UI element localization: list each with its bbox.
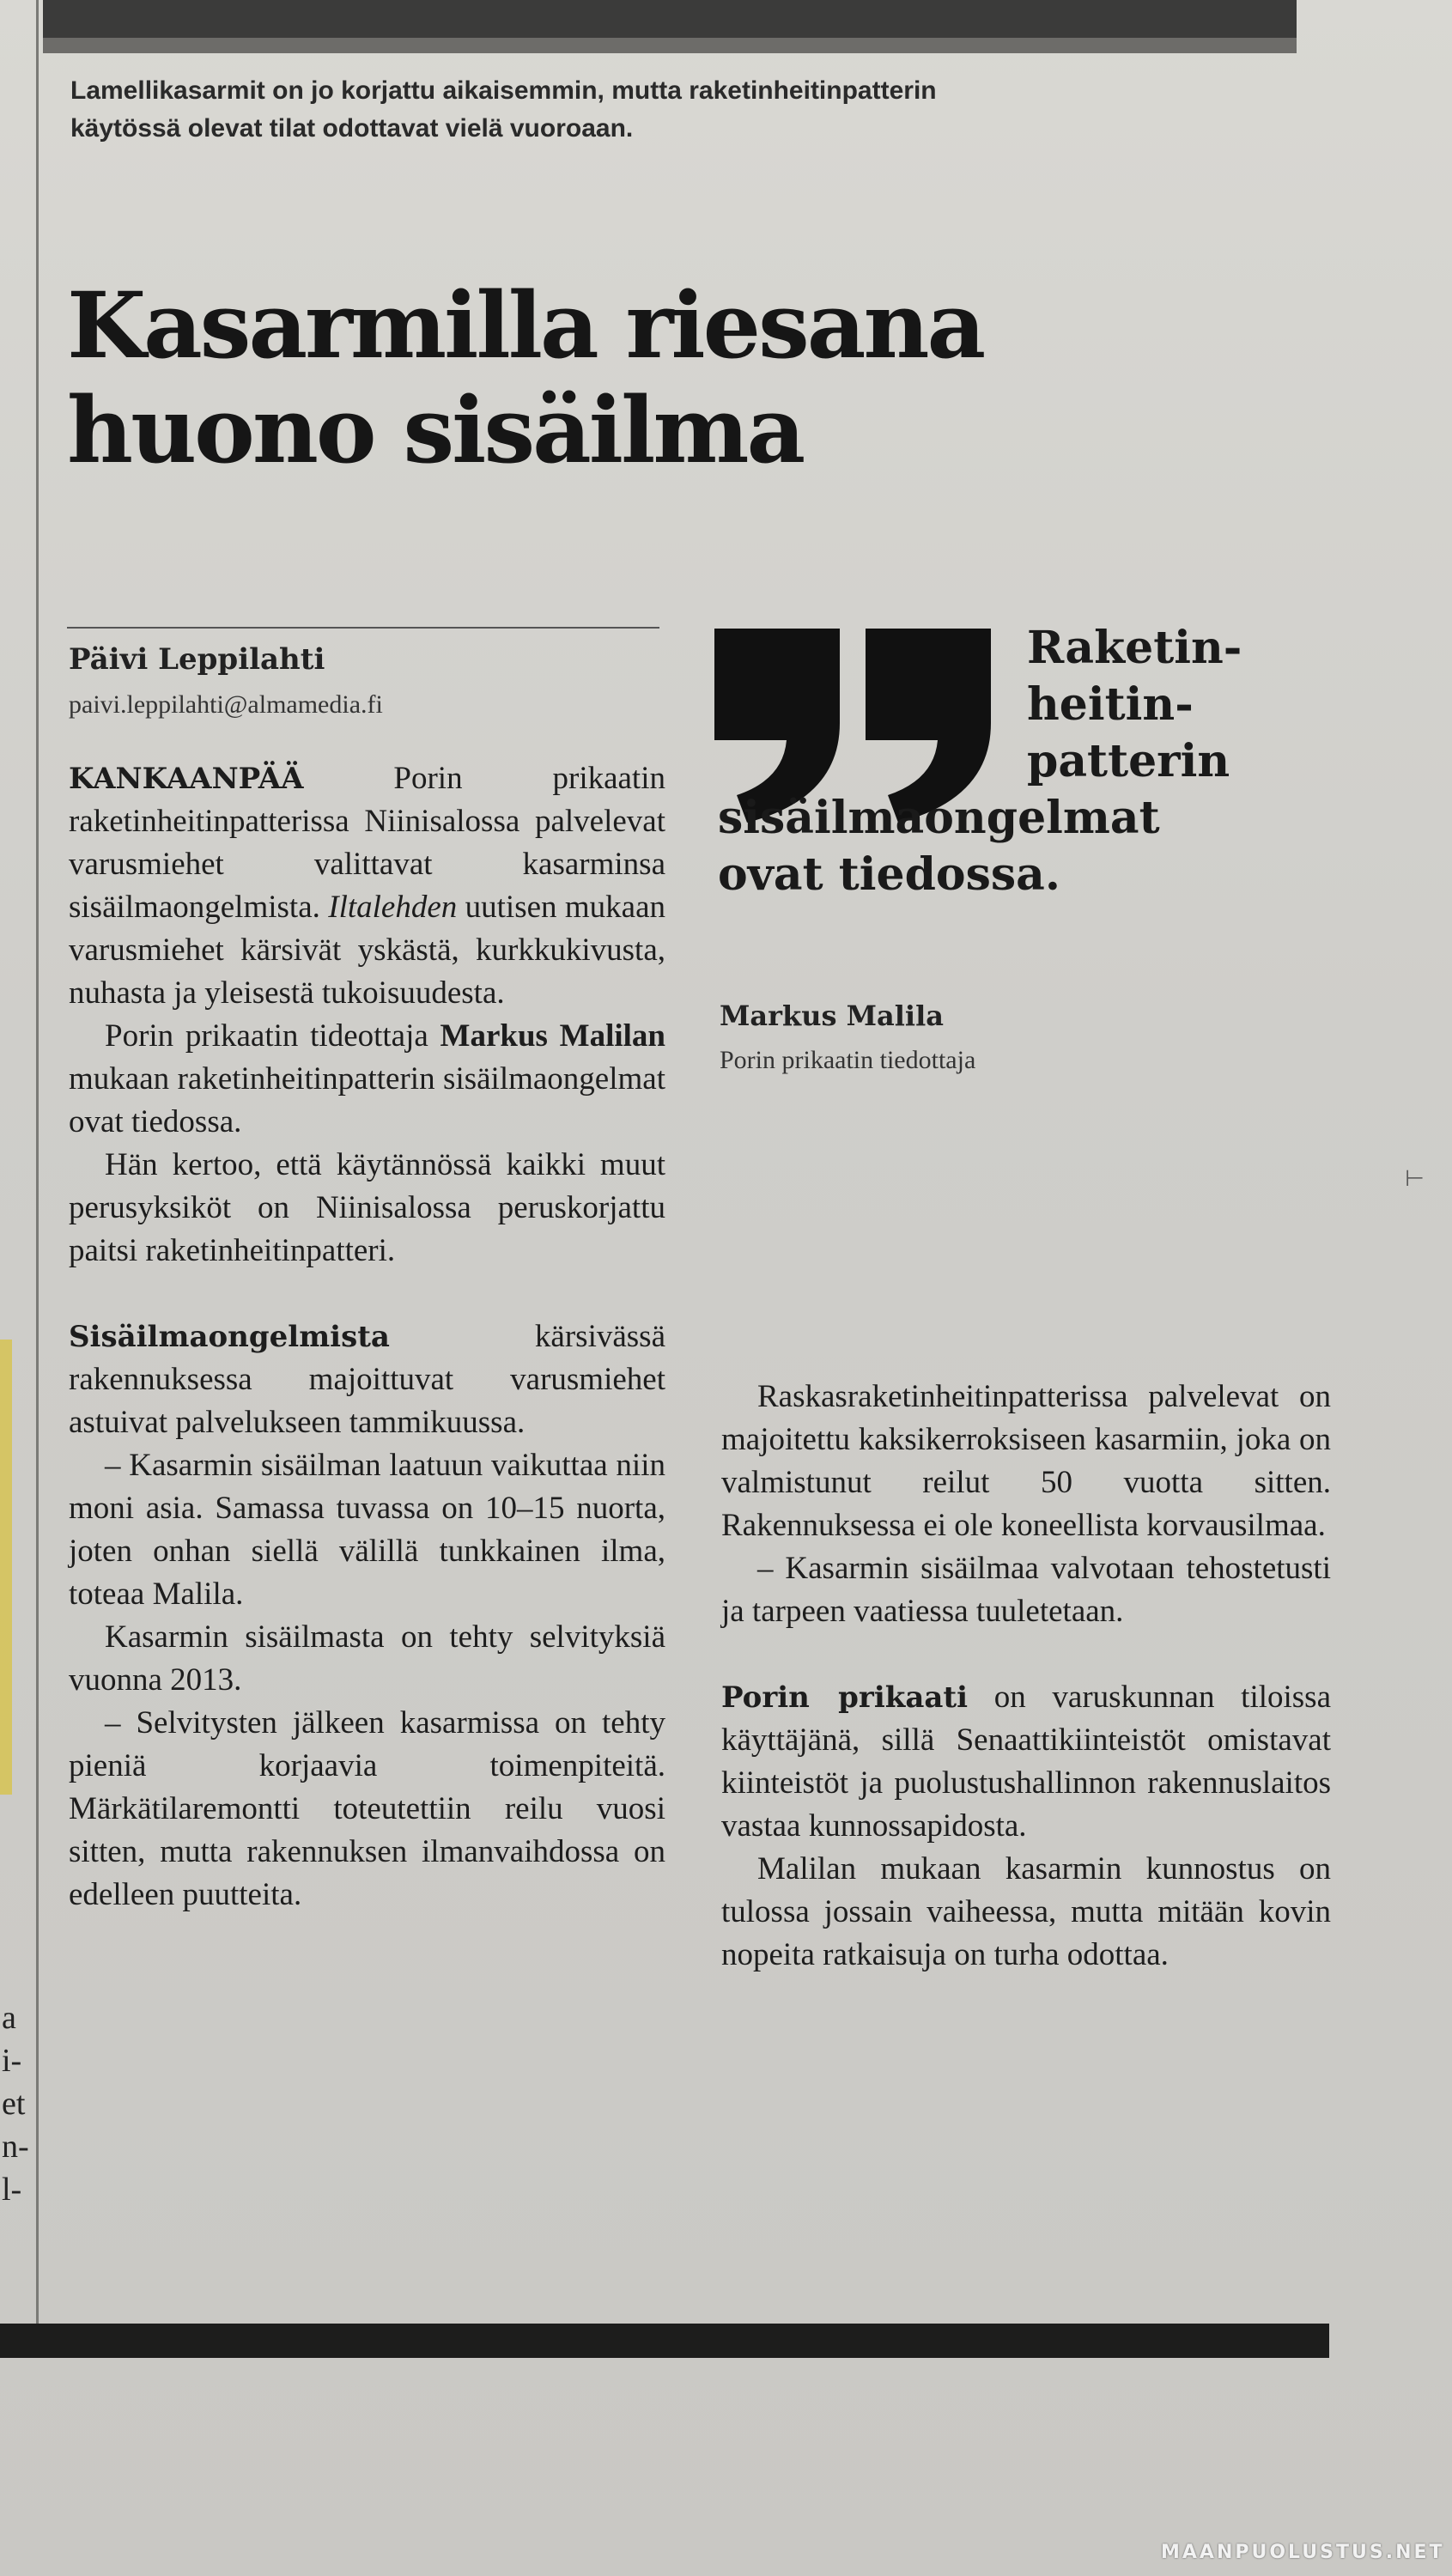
section-gap [69,1273,665,1315]
adjacent-column-fragment: l- [2,2172,22,2208]
paragraph: Hän kertoo, että käytännössä kaikki muut perusyksiköt on Niinisalossa peruskorjattu paitsi raketinheitinpatteri. [69,1147,665,1268]
adjacent-page-edge [0,1340,12,1795]
print-mark: ⊢ [1405,1166,1425,1192]
pull-quote-line-3: patterin [1027,735,1230,787]
paragraph [721,1676,1331,1848]
section-gap [721,1633,1331,1676]
paragraph: – Kasarmin sisäilmaa valvotaan tehostetusti ja tarpeen vaatiessa tuuletetaan. [721,1551,1331,1629]
pull-quote-author: Markus Malila [720,999,944,1032]
paragraph: Raskasraketinheitinpatterissa palvelevat on majoitettu kaksikerroksiseen kasarmiin, joka on valmistunut reilut 50 vuotta sitten. Rakennuksessa ei ole koneellista korvausilmaa. [721,1379,1331,1543]
column-gutter-line [36,0,39,2353]
pull-quote-role: Porin prikaatin tiedottaja [720,1046,976,1074]
pull-quote-line-2: heitin- [1027,678,1194,731]
photo-strip [43,0,1297,53]
paragraph-text: kärsivässä rakennuksessa majoittuvat varusmiehet astuivat palvelukseen tammikuussa. [69,1319,665,1440]
photo-caption [70,72,1273,148]
subheading: Porin prikaati [721,1680,969,1715]
page-bottom-rule [0,2324,1329,2358]
adjacent-column-fragment: i- [2,2043,22,2079]
paragraph-text: uutisen mukaan varusmiehet kärsivät yskästä, kurkkukivusta, nuhasta ja yleisestä tukoisuudesta. [69,890,666,1011]
author-name: Päivi Leppilahti [69,642,325,677]
adjacent-column-fragment: n- [2,2129,29,2165]
pull-quote-line-4: sisäilmaongelmat [718,792,1160,844]
adjacent-column-fragment: et [2,2086,26,2122]
caption-line-1: Lamellikasarmit on jo korjattu aikaisemmin, mutta raketinheitinpatterin [70,76,937,105]
paragraph: – Selvitysten jälkeen kasarmissa on tehty pieniä korjaavia toimenpiteitä. Märkätilaremontti toteutettiin reilu vuosi sitten, mutta rakennuksen ilmanvaihdossa on edelleen puutteita. [69,1705,665,1912]
byline-rule [67,627,659,629]
paragraph-text: Porin prikaatin raketinheitinpatterissa Niinisalossa palvelevat varusmiehet valittavat kasarminsa sisäilmaongelmista. [69,761,665,925]
headline-line-2: huono sisäilma [67,376,804,483]
paragraph: – Kasarmin sisäilman laatuun vaikuttaa niin moni asia. Samassa tuvassa on 10–15 nuorta, joten onhan siellä välillä tunkkainen ilma, toteaa Malila. [69,1448,665,1612]
paragraph [69,1315,665,1444]
dateline: KANKAANPÄÄ [69,762,304,796]
paragraph-text: mukaan raketinheitinpatterin sisäilmaongelmat ovat tiedossa. [69,1061,665,1139]
watermark: MAANPUOLUSTUS.NET [1161,2542,1445,2563]
paragraph-text: on varuskunnan tiloissa käyttäjänä, sillä Senaattikiinteistöt omistavat kiinteistöt ja puolustushallinnon rakennuslaitos vastaa kunnossapidosta. [721,1680,1332,1844]
author-email: paivi.leppilahti@almamedia.fi [69,690,383,719]
paragraph: Kasarmin sisäilmasta on tehty selvityksiä vuonna 2013. [69,1619,665,1698]
subheading: Sisäilmaongelmista [69,1320,390,1354]
pull-quote [718,620,1319,903]
pull-quote-line-5: ovat tiedossa. [718,848,1060,901]
paragraph-text: Porin prikaatin tideottaja [105,1018,440,1054]
caption-line-2: käytössä olevat tilat odottavat vielä vuoroaan. [70,114,634,143]
headline [67,273,1355,483]
bold-name: Markus Malilan [440,1018,665,1054]
body-column-left [69,757,665,1917]
adjacent-column-fragment: a [2,2000,16,2036]
body-column-right [721,1376,1331,1977]
paragraph [69,757,665,1015]
paragraph [69,1015,665,1144]
headline-line-1: Kasarmilla riesana [67,271,984,379]
pull-quote-line-1: Raketin- [1027,622,1242,674]
italic-text: Iltalehden [328,890,458,925]
paragraph: Malilan mukaan kasarmin kunnostus on tulossa jossain vaiheessa, mutta mitään kovin nopeita ratkaisuja on turha odottaa. [721,1851,1331,1972]
